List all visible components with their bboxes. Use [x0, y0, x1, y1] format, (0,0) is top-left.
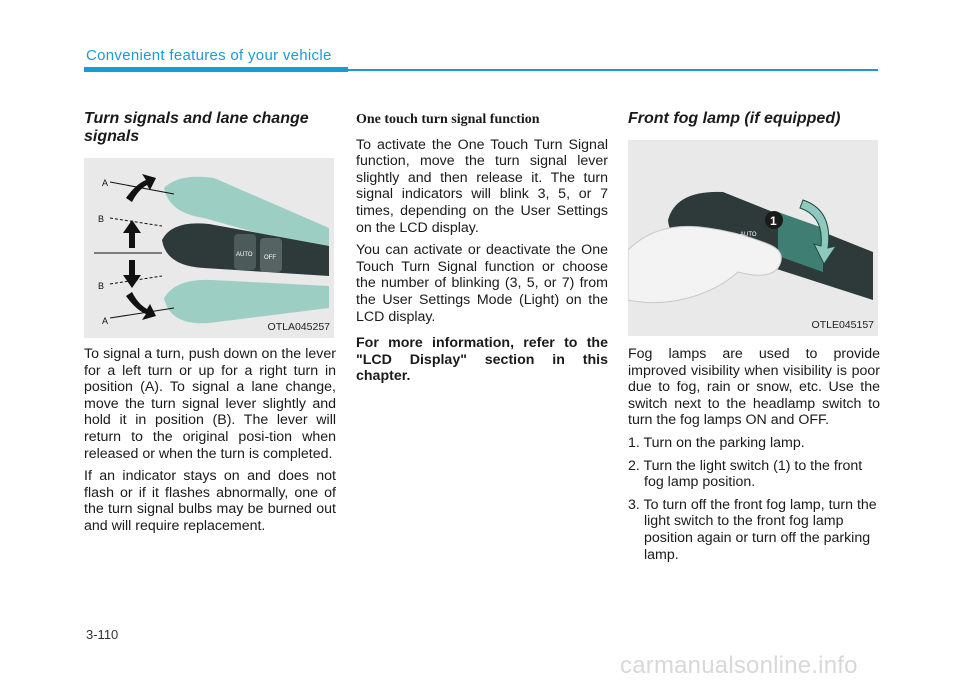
label-b-bottom: B: [98, 281, 105, 291]
paragraph: To activate the One Touch Turn Signal function, move the turn signal lever slightly and then release it. The turn signal indicators will blink 3, 5, or 7 times, depending on the User Settings on the LCD display.: [356, 136, 608, 236]
label-a-bottom: A: [102, 316, 109, 326]
column-fog-lamp: [628, 110, 880, 569]
arrow-up-icon: [123, 220, 141, 248]
callout-number: 1: [770, 214, 777, 228]
figure-turn-signal-lever: [84, 158, 334, 338]
switch-text-auto: AUTO: [236, 252, 253, 258]
list-item: 3. To turn off the front fog lamp, turn the light switch to the front fog lamp position again or turn off the parking lamp.: [628, 496, 877, 563]
watermark: carmanualsonline.info: [620, 652, 858, 679]
turn-signal-lever-illustration: [84, 158, 334, 338]
subheading-one-touch: One touch turn signal function: [356, 112, 540, 127]
list-item: 2. Turn the light switch (1) to the front fog lamp position.: [628, 457, 863, 491]
figure-fog-lamp-switch: [628, 140, 878, 336]
switch-text-auto: AUTO: [740, 232, 757, 238]
list-item: 1. Turn on the parking lamp.: [628, 434, 805, 451]
figure-code: OTLE045157: [811, 319, 874, 332]
section-heading-fog-lamp: Front fog lamp (if equipped): [628, 110, 841, 127]
paragraph: To signal a turn, push down on the lever for a left turn or up for a right turn in position (A). To signal a lane change, move the turn signal lever slightly and hold it in position (B). The lever will return to the original posi-tion when released or when the turn is completed.: [84, 346, 336, 462]
section-heading-turn-signals: Turn signals and lane change signals: [84, 110, 309, 145]
paragraph: Fog lamps are used to provide improved visibility when visibility is poor due to fog, rain or snow, etc. Use the switch next to the headlamp switch to turn the fog lamps ON and OFF.: [628, 346, 880, 429]
header-title: Convenient features of your vehicle: [86, 47, 332, 64]
switch-text-off: OFF: [264, 255, 276, 261]
steps-list: [628, 435, 880, 563]
arrow-down-right-icon: [126, 292, 156, 320]
label-a-top: A: [102, 178, 109, 188]
paragraph: You can activate or deactivate the One Touch Turn Signal function or choose the number of blinking (3, 5, or 7) from the User Settings Mode (Light) on the LCD display.: [356, 242, 608, 325]
label-b-top: B: [98, 214, 105, 224]
fog-lamp-illustration: [628, 140, 878, 336]
column-one-touch: [356, 112, 608, 391]
paragraph-reference: For more information, refer to the "LCD Display" section in this chapter.: [356, 335, 608, 385]
leader-line-b-top: [110, 218, 162, 226]
arrow-down-icon: [123, 260, 141, 288]
figure-code: OTLA045257: [267, 321, 330, 334]
header-accent-bar: [84, 67, 348, 72]
column-turn-signals: [84, 110, 336, 541]
page-number: 3-110: [86, 627, 119, 642]
paragraph: If an indicator stays on and does not flash or if it flashes abnormally, one of the turn signal bulbs may be burned out and will require replacement.: [84, 468, 336, 534]
header-rule: [348, 69, 878, 71]
lever-down-ghost: [164, 280, 329, 323]
